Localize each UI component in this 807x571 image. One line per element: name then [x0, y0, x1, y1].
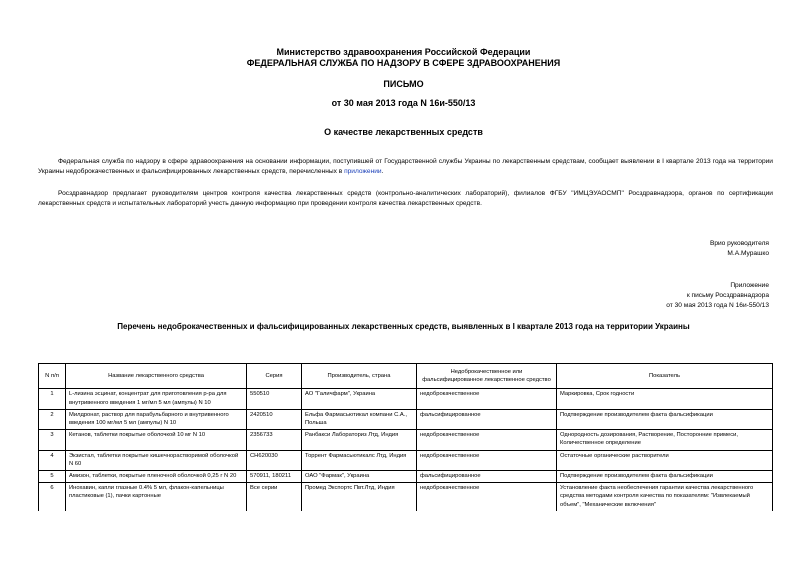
appendix-link[interactable]: приложении [344, 168, 382, 175]
cell-num: 2 [39, 409, 66, 429]
cell-num: 5 [39, 471, 66, 483]
paragraph-2: Росздравнадзор предлагает руководителям центров контроля качества лекарственных средств (контрольно-аналитических лабораторий), филиалов ФГБУ "ИМЦЭУАОСМП" Росздравнадзора, органов по сертификации лекарственных средств и испытательных лабораторий учесть данную информацию при проведении контроля качества лекарственных средств. [38, 190, 773, 207]
cell-series: 2420510 [247, 409, 302, 429]
cell-num: 6 [39, 483, 66, 511]
cell-indicator: Остаточные органические растворители [557, 450, 773, 470]
header-producer: Производитель, страна [302, 364, 417, 389]
cell-num: 3 [39, 430, 66, 450]
cell-series: 550510 [247, 389, 302, 409]
cell-type: недоброкачественное [417, 389, 557, 409]
cell-name: Кетанов, таблетки покрытые оболочкой 10 мг N 10 [66, 430, 247, 450]
paragraph-1 [38, 157, 773, 177]
cell-name: Милдронат, раствор для парабульбарного и внутривенного введения 100 мг/мл 5 мл (ампулы) N 10 [66, 409, 247, 429]
ministry-name: Министерство здравоохранения Российской Федерации [276, 47, 531, 57]
cell-series: Все серии [247, 483, 302, 511]
document-date-number: от 30 мая 2013 года N 16и-550/13 [331, 98, 476, 108]
cell-indicator: Подтверждение производителем факта фальсификации [557, 471, 773, 483]
cell-series: CH620030 [247, 450, 302, 470]
header-name: Название лекарственного средства [66, 364, 247, 389]
appendix-date: от 30 мая 2013 года N 16и-550/13 [666, 302, 769, 309]
medicines-table [38, 363, 773, 511]
table-row [39, 450, 773, 470]
cell-indicator: Маркировка, Срок годности [557, 389, 773, 409]
cell-indicator: Установление факта необеспечения гарантии качества лекарственного средства методами контроля качества по показателям: "Извлекаемый объем", "Механические включения" [557, 483, 773, 511]
cell-producer: Промед Экспортс Пвт.Лтд, Индия [302, 483, 417, 511]
cell-producer: Ельфа Фармасьютикал компани С.А., Польша [302, 409, 417, 429]
cell-type: недоброкачественное [417, 430, 557, 450]
table-header-row [39, 364, 773, 389]
document-subject: О качестве лекарственных средств [324, 127, 483, 137]
table-row [39, 389, 773, 409]
signature-position: Врио руководителя [709, 240, 769, 247]
cell-series: 2356733 [247, 430, 302, 450]
cell-indicator: Подтверждение производителем факта фальсификации [557, 409, 773, 429]
cell-series: 570911, 180211 [247, 471, 302, 483]
table-title: Перечень недоброкачественных и фальсифицированных лекарственных средств, выявленных в I квартале 2013 года на территории Украины [117, 322, 690, 331]
table-row [39, 409, 773, 429]
table-row [39, 471, 773, 483]
table-row [39, 430, 773, 450]
cell-name: L-лизина эсцинат, концентрат для приготовления р-ра для внутривенного введения 1 мг/мл 5 мл (ампулы) N 10 [66, 389, 247, 409]
cell-producer: Торрент Фармасьютикалс Лтд, Индия [302, 450, 417, 470]
cell-name: Амизон, таблетки, покрытые пленочной оболочкой 0,25 г N 20 [66, 471, 247, 483]
cell-name: Инохавин, капли глазные 0.4% 5 мл, флакон-капельницы пластиковые (1), пачки картонные [66, 483, 247, 511]
cell-type: фальсифицированное [417, 471, 557, 483]
header-indicator: Показатель [557, 364, 773, 389]
service-name: ФЕДЕРАЛЬНАЯ СЛУЖБА ПО НАДЗОРУ В СФЕРЕ ЗДРАВООХРАНЕНИЯ [246, 58, 561, 68]
appendix-reference: к письму Росздравнадзора [686, 292, 769, 299]
header-series: Серия [247, 364, 302, 389]
paragraph-1-text: Федеральная служба по надзору в сфере здравоохранения на основании информации, поступившей от Государственной службы Украины по лекарственным средствам, сообщает выявлении в I квартале 2013 года на территории Украины недоброкачественных и фальсифицированных лекарственных средств, перечисленных в [38, 158, 773, 175]
appendix-label: Приложение [730, 282, 769, 289]
cell-producer: ОАО "Фармак", Украина [302, 471, 417, 483]
cell-producer: АО "Галичфарм", Украина [302, 389, 417, 409]
header-num: N п/п [39, 364, 66, 389]
cell-type: недоброкачественное [417, 450, 557, 470]
cell-producer: Ранбакси Лабораториз Лтд, Индия [302, 430, 417, 450]
cell-type: фальсифицированное [417, 409, 557, 429]
cell-num: 4 [39, 450, 66, 470]
paragraph-1-end: . [381, 168, 384, 175]
cell-type: недоброкачественное [417, 483, 557, 511]
cell-num: 1 [39, 389, 66, 409]
cell-name: Экзистал, таблетки покрытые кишечнорастворимой оболочкой N 60 [66, 450, 247, 470]
cell-indicator: Однородность дозирования, Растворение, Посторонние примеси, Количественное определение [557, 430, 773, 450]
document-type: ПИСЬМО [383, 79, 424, 89]
signature-name: М.А.Мурашко [727, 250, 769, 257]
header-type: Недоброкачественное или фальсифицированное лекарственное средство [417, 364, 557, 389]
table-row [39, 483, 773, 511]
